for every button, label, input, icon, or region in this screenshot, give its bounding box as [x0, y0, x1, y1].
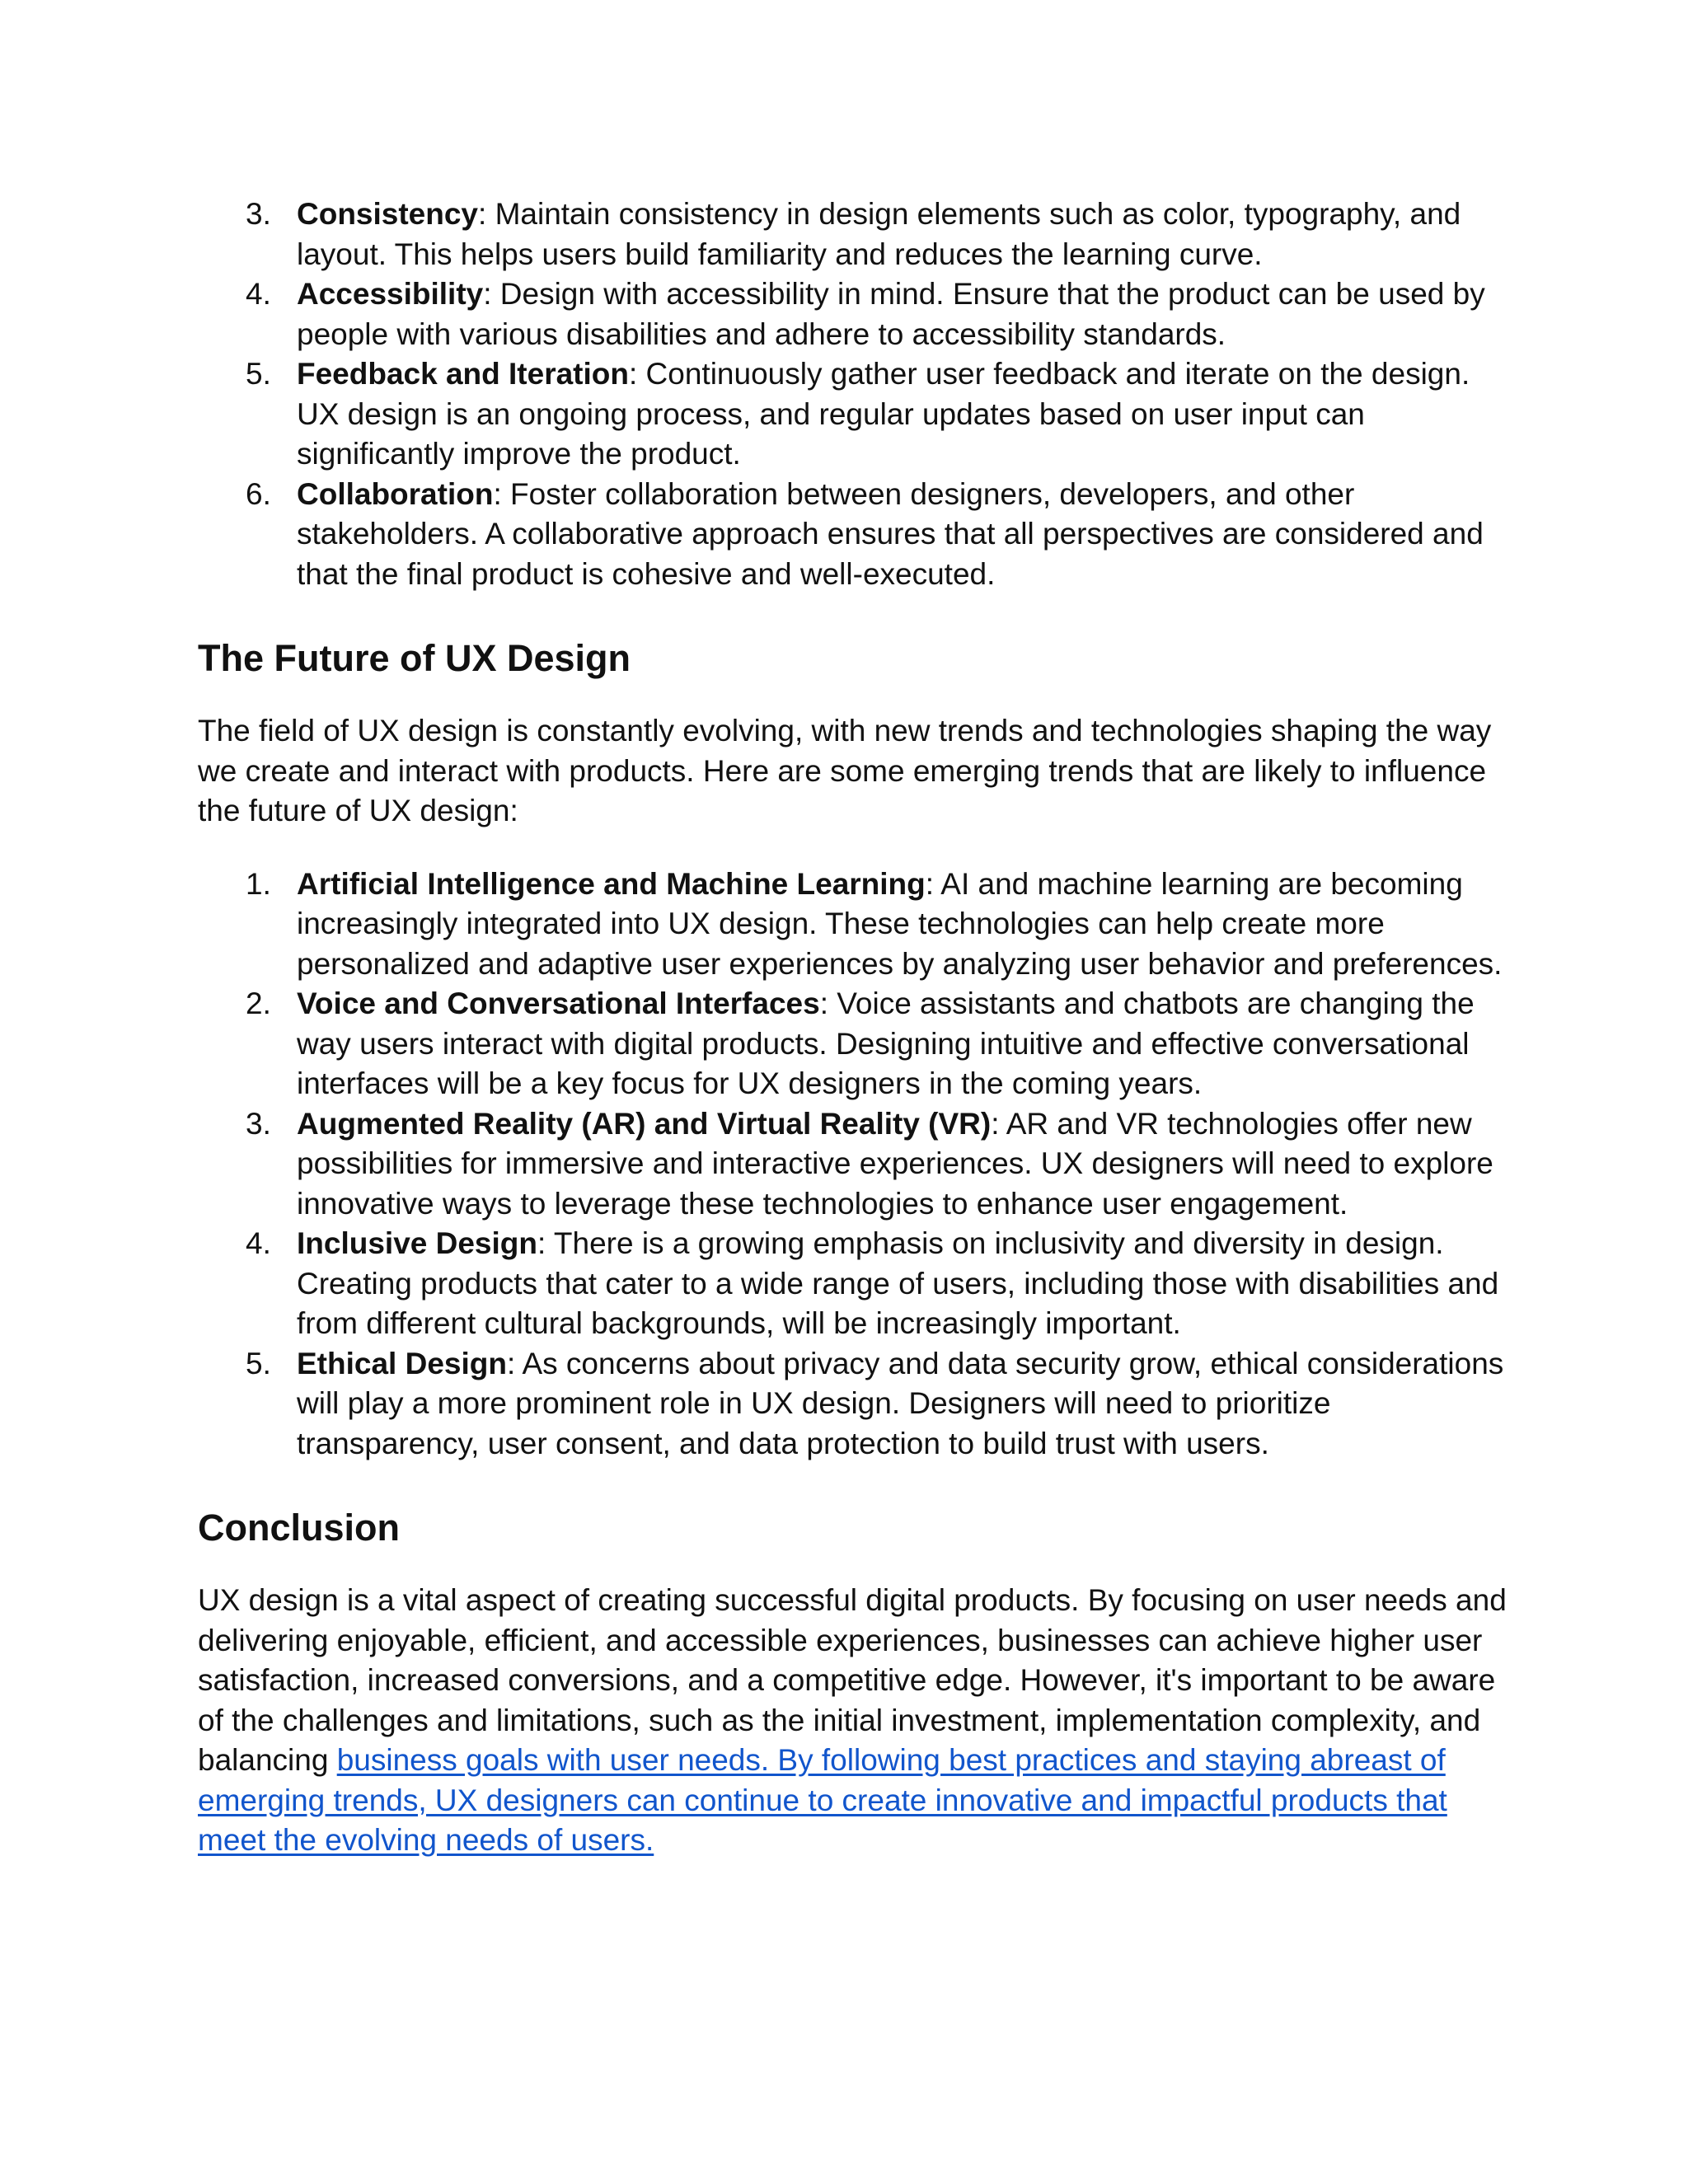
list-item	[198, 274, 1517, 354]
list-number: 5.	[246, 357, 271, 391]
list-item	[198, 194, 1517, 274]
list-item	[198, 354, 1517, 475]
list-term: Feedback and Iteration	[297, 357, 629, 391]
list-term: Inclusive Design	[297, 1226, 537, 1260]
list-text: : AR and VR technologies offer new possibilities for immersive and interactive experiences. UX designers will need to explore innovative ways to leverage these technologies to enhance user engagement.	[297, 1106, 1493, 1221]
document-page	[198, 194, 1517, 1861]
list-item	[198, 865, 1517, 985]
list-text: : AI and machine learning are becoming increasingly integrated into UX design. These technologies can help create more personalized and adaptive user experiences by analyzing user behavior and preferences.	[297, 866, 1503, 981]
list-item	[198, 1224, 1517, 1344]
list-text: : Continuously gather user feedback and iterate on the design. UX design is an ongoing process, and regular updates based on user input can significantly improve the product.	[297, 357, 1470, 471]
list-text: : As concerns about privacy and data security grow, ethical considerations will play a more prominent role in UX design. Designers will need to prioritize transparency, user consent, and data protection to build trust with users.	[297, 1346, 1504, 1460]
conclusion-link[interactable]: business goals with user needs. By following best practices and staying abreast of emerging trends, UX designers can continue to create innovative and impactful products that meet the evolving needs of users.	[198, 1743, 1447, 1857]
list-term: Ethical Design	[297, 1346, 507, 1380]
best-practices-list	[198, 194, 1517, 594]
list-text: : Voice assistants and chatbots are changing the way users interact with digital products. Designing intuitive and effective conversational interfaces will be a key focus for UX designers in the coming years.	[297, 987, 1475, 1100]
list-term: Accessibility	[297, 277, 484, 311]
list-number: 4.	[246, 277, 271, 311]
conclusion-paragraph	[198, 1581, 1517, 1861]
list-item	[198, 1104, 1517, 1225]
list-number: 1.	[246, 866, 271, 901]
list-item	[198, 1344, 1517, 1465]
list-number: 3.	[246, 197, 271, 231]
future-intro-paragraph: The field of UX design is constantly evolving, with new trends and technologies shaping the way we create and interact with products. Here are some emerging trends that are likely to influence the future of UX design:	[198, 714, 1492, 827]
section-heading-conclusion: Conclusion	[198, 1507, 400, 1549]
list-number: 3.	[246, 1106, 271, 1141]
list-number: 6.	[246, 476, 271, 511]
list-term: Voice and Conversational Interfaces	[297, 987, 820, 1020]
list-text: : Foster collaboration between designers, developers, and other stakeholders. A collaborative approach ensures that all perspectives are considered and that the final product is cohesive and well-executed.	[297, 476, 1484, 591]
list-term: Augmented Reality (AR) and Virtual Reality (VR)	[297, 1106, 992, 1141]
list-term: Consistency	[297, 197, 479, 231]
list-number: 4.	[246, 1226, 271, 1260]
conclusion-text: UX design is a vital aspect of creating successful digital products. By focusing on user needs and delivering enjoyable, efficient, and accessible experiences, businesses can achieve higher user satisfaction, increased conversions, and a competitive edge. However, it's important to be aware of the challenges and limitations, such as the initial investment, implementation complexity, and balancing	[198, 1583, 1507, 1777]
list-term: Artificial Intelligence and Machine Learning	[297, 866, 926, 901]
section-heading-future: The Future of UX Design	[198, 637, 631, 679]
list-text: : There is a growing emphasis on inclusivity and diversity in design. Creating products that cater to a wide range of users, including those with disabilities and from different cultural backgrounds, will be increasingly important.	[297, 1226, 1499, 1340]
list-item	[198, 984, 1517, 1104]
trends-list	[198, 865, 1517, 1465]
list-number: 2.	[246, 987, 271, 1020]
list-term: Collaboration	[297, 476, 494, 511]
list-number: 5.	[246, 1346, 271, 1380]
list-item	[198, 475, 1517, 595]
list-text: : Maintain consistency in design elements such as color, typography, and layout. This helps users build familiarity and reduces the learning curve.	[297, 197, 1461, 271]
list-text: : Design with accessibility in mind. Ensure that the product can be used by people with various disabilities and adhere to accessibility standards.	[297, 277, 1485, 351]
